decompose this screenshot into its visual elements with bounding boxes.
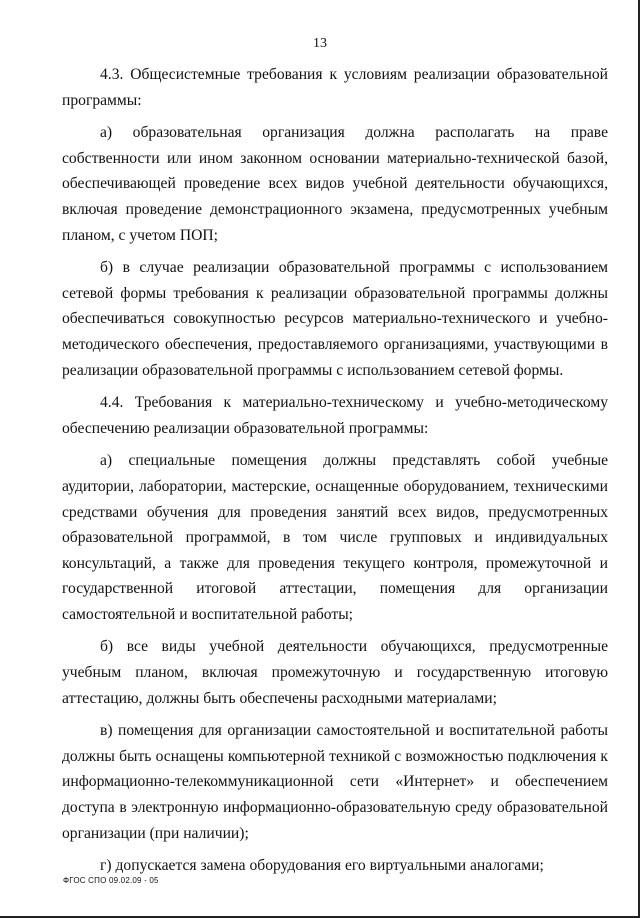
paragraph-4-4-v: в) помещения для организации самостоятельной и воспитательной работы должны быть оснащены компьютерной техникой с возможностью подключения к информационно-телекоммуникационной сети «Интернет» и обеспечением доступа в электронную информационно-образовательную среду образовательной организации (при наличии); bbox=[62, 722, 608, 842]
page-number: 13 bbox=[313, 36, 327, 51]
paragraph-4-4-a: а) специальные помещения должны представлять собой учебные аудитории, лаборатории, мастерские, оснащенные оборудованием, техническими средствами обучения для проведения занятий всех видов, предусмотренных образовательной программой, в том числе групповых и индивидуальных консультаций, а также для проведения текущего контроля, промежуточной и государственной итоговой аттестации, помещения для организации самостоятельной и воспитательной работы; bbox=[62, 452, 608, 623]
paragraph-4-3-b: б) в случае реализации образовательной программы с использованием сетевой формы требования к реализации образовательной программы должны обеспечиваться совокупностью ресурсов материально-технического и учебно-методического обеспечения, предоставляемого организациями, участвующими в реализации образовательной программы с использованием сетевой формы. bbox=[62, 259, 608, 379]
footer-standard-code: ФГОС СПО 09.02.09 - 05 bbox=[63, 876, 159, 885]
paragraph-4-3: 4.3. Общесистемные требования к условиям реализации образовательной программы: bbox=[62, 66, 608, 109]
paragraph-4-4-b: б) все виды учебной деятельности обучающихся, предусмотренные учебным планом, включая промежуточную и государственную итоговую аттестацию, должны быть обеспечены расходными материалами; bbox=[62, 638, 608, 707]
paragraph-4-4: 4.4. Требования к материально-техническому и учебно-методическому обеспечению реализации образовательной программы: bbox=[62, 394, 608, 437]
document-body bbox=[62, 62, 608, 886]
paragraph-4-4-g: г) допускается замена оборудования его виртуальными аналогами; bbox=[100, 857, 544, 875]
paragraph-4-3-a: а) образовательная организация должна располагать на праве собственности или ином законном основании материально-технической базой, обеспечивающей проведение всех видов учебной деятельности обучающихся, включая проведение демонстрационного экзамена, предусмотренных учебным планом, с учетом ПОП; bbox=[62, 124, 608, 244]
